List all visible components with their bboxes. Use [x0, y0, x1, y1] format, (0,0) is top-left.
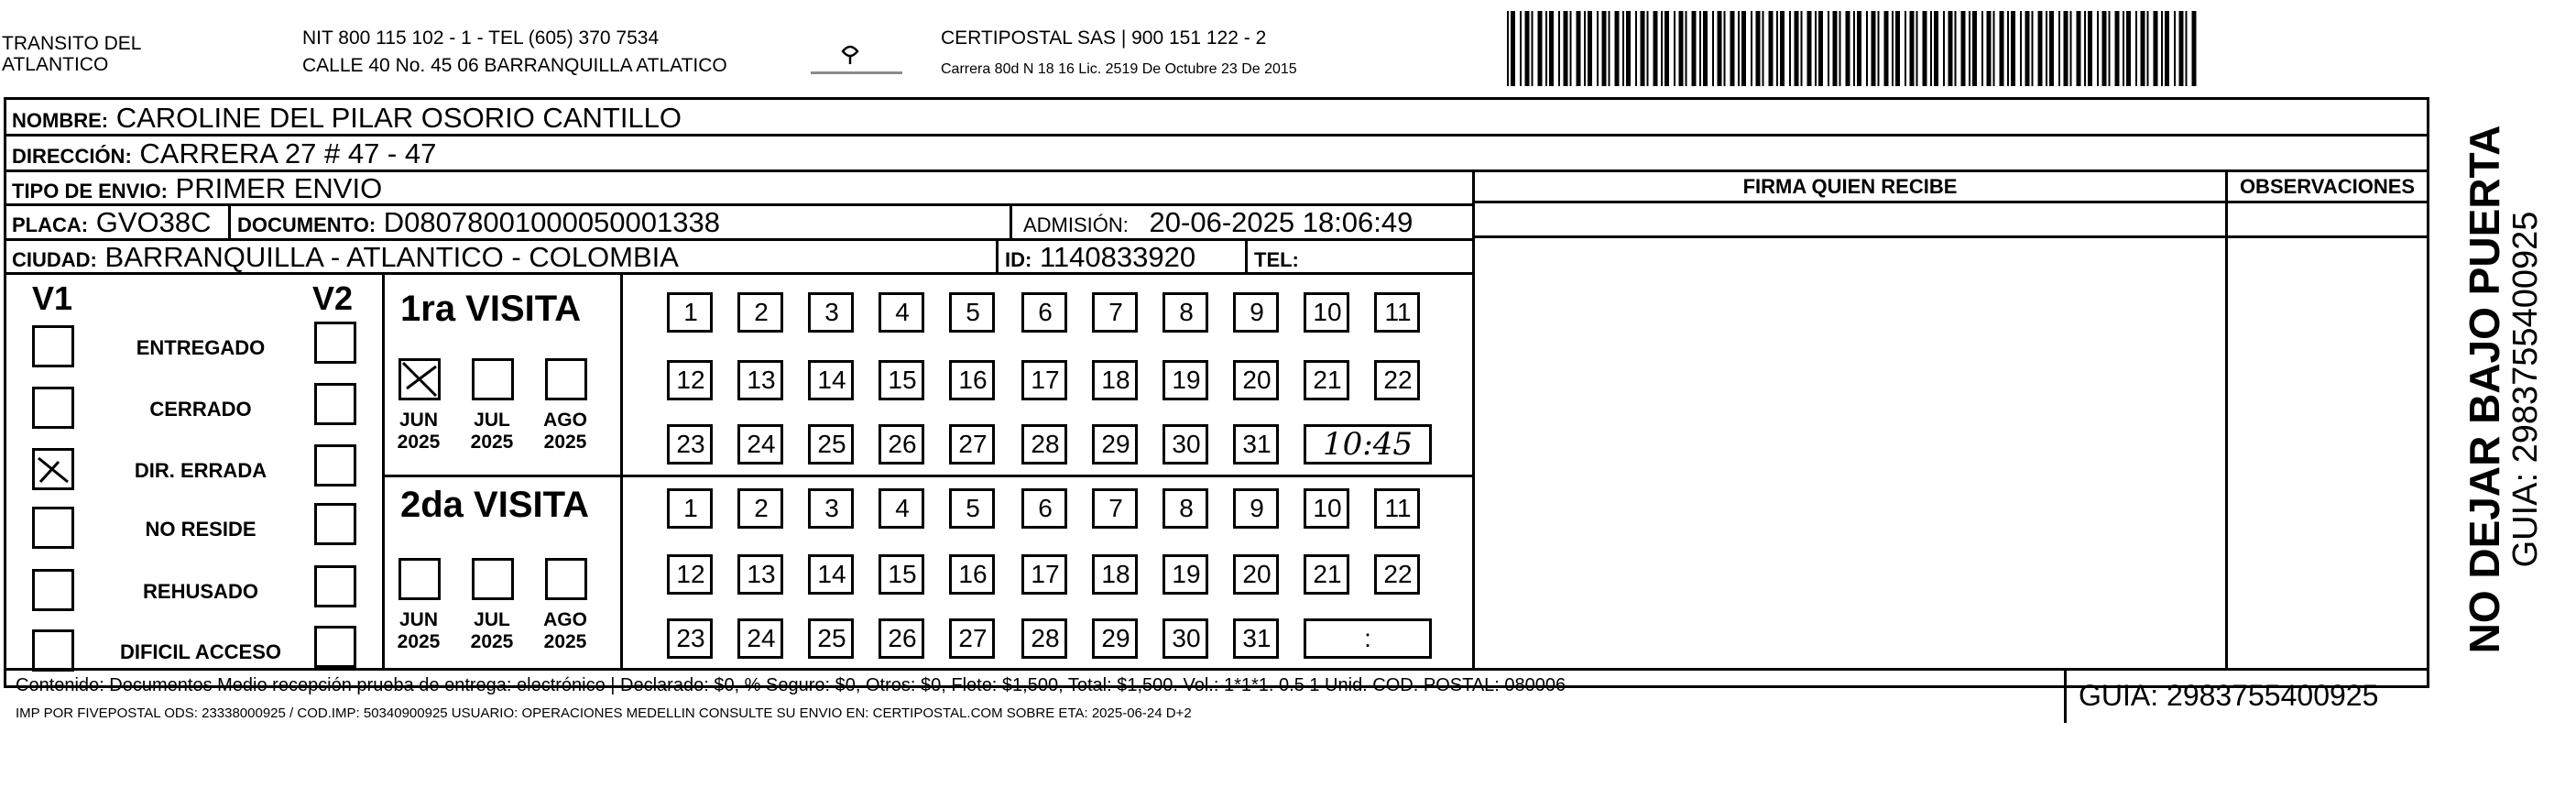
day-box[interactable]: 22: [1374, 360, 1420, 400]
admision-label: ADMISIÓN:: [1023, 213, 1129, 236]
barcode-bar: [1741, 11, 1746, 86]
barcode-bar: [2046, 11, 2047, 86]
day-box[interactable]: 11: [1374, 488, 1420, 529]
direccion-row: [12, 137, 436, 173]
barcode-bar: [1833, 11, 1838, 86]
barcode-bar: [1872, 11, 1876, 86]
barcode-bar: [1763, 11, 1764, 86]
barcode-bar: [1558, 11, 1560, 86]
day-box[interactable]: 24: [737, 618, 783, 659]
barcode-bar: [1853, 11, 1855, 86]
barcode: [1507, 11, 2203, 86]
month-label: [389, 609, 448, 653]
barcode-bar: [1507, 11, 1509, 86]
contenido-text: Contenido: Documentos Medio recepción prueba de entrega: electrónico | Declarado: $0, % Seguro: $0, Otros: $0, Flete: $1,500, Total: $1,500. Vol.: 1*1*1. 0.5 1 Unid. COD. POSTAL: 080006: [16, 675, 1566, 695]
day-box[interactable]: 9: [1233, 488, 1279, 529]
barcode-bar: [1756, 11, 1761, 86]
ciudad-label: CIUDAD:: [12, 248, 97, 271]
check-mark-icon: [35, 451, 71, 487]
tipo-row: [12, 172, 382, 208]
barcode-bar: [2174, 11, 2176, 86]
day-box[interactable]: 25: [808, 424, 854, 465]
barcode-bar: [1615, 11, 1620, 86]
day-box[interactable]: 29: [1092, 618, 1138, 659]
barcode-bar: [1789, 11, 1791, 86]
barcode-bar: [2135, 11, 2137, 86]
day-box[interactable]: 27: [949, 618, 995, 659]
barcode-bar: [1584, 11, 1586, 86]
barcode-bar: [2032, 11, 2034, 86]
barcode-bar: [1878, 11, 1880, 86]
barcode-bar: [1525, 11, 1530, 86]
month-checkbox[interactable]: [545, 358, 587, 400]
month-name: JUN: [398, 410, 438, 431]
barcode-bar: [2000, 11, 2004, 86]
barcode-bar: [1987, 11, 1992, 86]
delivery-form: [4, 97, 2429, 721]
side-strip: [2429, 110, 2576, 669]
day-box[interactable]: 4: [879, 292, 924, 333]
guia-footer: GUIA: 2983755400925: [2079, 679, 2379, 712]
visit-title: 2da VISITA: [400, 485, 589, 525]
barcode-bar: [1635, 11, 1637, 86]
day-box[interactable]: 11: [1374, 292, 1420, 333]
result-label: NO RESIDE: [145, 518, 257, 541]
barcode-bar: [1712, 11, 1714, 86]
day-box[interactable]: 22: [1374, 554, 1420, 595]
day-box[interactable]: 1: [667, 488, 713, 529]
day-box[interactable]: 6: [1021, 488, 1067, 529]
courier-line2: Carrera 80d N 18 16 Lic. 2519 De Octubre 23 De 2015: [941, 61, 1297, 77]
barcode-bar: [2109, 11, 2111, 86]
org-name: TRANSITO DEL ATLANTICO: [2, 33, 142, 75]
barcode-bar: [1943, 11, 1945, 86]
month-year: 2025: [470, 432, 514, 453]
barcode-bar: [1780, 11, 1785, 86]
barcode-bar: [1884, 11, 1889, 86]
barcode-bar: [2186, 11, 2188, 86]
barcode-bar: [2020, 11, 2022, 86]
month-name: JUN: [398, 609, 438, 630]
side-guia: GUIA: 2983755400925: [2506, 211, 2545, 568]
barcode-bar: [1738, 11, 1740, 86]
barcode-bar: [1545, 11, 1547, 86]
barcode-bar: [1916, 11, 1918, 86]
barcode-bar: [2011, 11, 2015, 86]
month-label: [463, 609, 521, 653]
barcode-bar: [1549, 11, 1554, 86]
barcode-bar: [1981, 11, 1983, 86]
barcode-bar: [1686, 11, 1687, 86]
day-box[interactable]: 31: [1233, 424, 1279, 465]
day-box[interactable]: 13: [737, 554, 783, 595]
month-year: 2025: [543, 631, 587, 652]
observaciones-header: OBSERVACIONES: [2239, 175, 2416, 198]
v1-checkbox[interactable]: [32, 507, 74, 549]
day-box[interactable]: 16: [949, 554, 995, 595]
v1-checkbox[interactable]: [32, 448, 74, 490]
barcode-bar: [1839, 11, 1841, 86]
documento-value: D08078001000050001338: [383, 206, 720, 238]
barcode-bar: [2077, 11, 2081, 86]
direccion-value: CARRERA 27 # 47 - 47: [139, 137, 437, 169]
barcode-bar: [2007, 11, 2009, 86]
barcode-bar: [2064, 11, 2068, 86]
documento-row: [237, 206, 720, 242]
barcode-bar: [1597, 11, 1599, 86]
barcode-bar: [2179, 11, 2184, 86]
placa-value: GVO38C: [95, 206, 212, 238]
barcode-bar: [1801, 11, 1803, 86]
ciudad-row: [12, 241, 679, 277]
barcode-bar: [2192, 11, 2197, 86]
day-box[interactable]: 4: [879, 488, 924, 529]
barcode-bar: [1934, 11, 1938, 86]
day-box[interactable]: 12: [667, 554, 713, 595]
barcode-bar: [1895, 11, 1900, 86]
barcode-bar: [1769, 11, 1774, 86]
v1-header: V1: [32, 279, 73, 317]
day-box[interactable]: 25: [808, 618, 854, 659]
barcode-bar: [1538, 11, 1543, 86]
month-label: [536, 410, 595, 454]
month-label: [463, 410, 521, 454]
admision-value: 20-06-2025 18:06:49: [1149, 206, 1414, 238]
day-box[interactable]: 14: [808, 360, 854, 400]
day-box[interactable]: 15: [879, 360, 924, 400]
month-name: AGO: [543, 609, 587, 630]
barcode-bar: [1930, 11, 1932, 86]
barcode-bar: [1969, 11, 1970, 86]
day-box[interactable]: 18: [1092, 360, 1138, 400]
day-box[interactable]: 7: [1092, 488, 1138, 529]
barcode-bar: [2097, 11, 2099, 86]
id-label: ID:: [1005, 248, 1032, 271]
barcode-bar: [2058, 11, 2060, 86]
tel-label: TEL:: [1254, 248, 1299, 271]
tel-row: [1254, 241, 1299, 277]
month-name: AGO: [543, 410, 587, 431]
result-label: CERRADO: [149, 398, 252, 421]
barcode-bar: [1577, 11, 1581, 86]
month-year: 2025: [397, 432, 441, 453]
month-year: 2025: [397, 631, 441, 652]
day-box[interactable]: 23: [667, 424, 713, 465]
month-checkbox[interactable]: [398, 358, 441, 400]
barcode-bar: [1622, 11, 1624, 86]
day-box[interactable]: 29: [1092, 424, 1138, 465]
v2-checkbox[interactable]: [314, 565, 356, 607]
barcode-bar: [1692, 11, 1697, 86]
address-line: CALLE 40 No. 45 06 BARRANQUILLA ATLATICO: [302, 55, 727, 76]
result-label: REHUSADO: [143, 580, 258, 603]
day-box[interactable]: 26: [879, 424, 924, 465]
barcode-bar: [1654, 11, 1658, 86]
day-box[interactable]: 8: [1162, 292, 1208, 333]
day-box[interactable]: 15: [879, 554, 924, 595]
day-box[interactable]: 7: [1092, 292, 1138, 333]
day-box[interactable]: 23: [667, 618, 713, 659]
barcode-bar: [1961, 11, 1966, 86]
barcode-bar: [1776, 11, 1778, 86]
barcode-bar: [2088, 11, 2092, 86]
barcode-bar: [1923, 11, 1927, 86]
barcode-bar: [1846, 11, 1850, 86]
month-name: JUL: [474, 609, 510, 630]
direccion-label: DIRECCIÓN:: [12, 145, 132, 168]
barcode-bar: [1699, 11, 1701, 86]
day-box[interactable]: 3: [808, 488, 854, 529]
day-box[interactable]: 12: [667, 360, 713, 400]
side-title: NO DEJAR BAJO PUERTA: [2461, 125, 2508, 654]
barcode-bar: [1703, 11, 1708, 86]
v1-checkbox[interactable]: [32, 569, 74, 611]
barcode-bar: [1665, 11, 1669, 86]
day-box[interactable]: 30: [1162, 618, 1208, 659]
time-box[interactable]: :: [1304, 618, 1432, 659]
time-box[interactable]: 10:45: [1304, 424, 1432, 465]
firma-header: FIRMA QUIEN RECIBE: [1742, 175, 1958, 198]
barcode-bar: [2147, 11, 2149, 86]
barcode-bar: [1679, 11, 1684, 86]
barcode-bar: [2123, 11, 2124, 86]
barcode-bar: [1730, 11, 1735, 86]
barcode-bar: [1718, 11, 1722, 86]
placa-label: PLACA:: [12, 213, 89, 236]
v2-checkbox[interactable]: [314, 444, 356, 486]
barcode-bar: [2025, 11, 2030, 86]
day-box[interactable]: 2: [737, 292, 783, 333]
barcode-bar: [1972, 11, 1977, 86]
barcode-bar: [1807, 11, 1812, 86]
barcode-bar: [1948, 11, 1953, 86]
v1-checkbox[interactable]: [32, 387, 74, 429]
barcode-bar: [2161, 11, 2163, 86]
day-box[interactable]: 10: [1304, 292, 1349, 333]
result-label: DIR. ERRADA: [134, 459, 267, 482]
day-box[interactable]: 1: [667, 292, 713, 333]
day-box[interactable]: 5: [949, 488, 995, 529]
id-row: [1005, 241, 1195, 277]
nombre-label: NOMBRE:: [12, 109, 109, 132]
ciudad-value: BARRANQUILLA - ATLANTICO - COLOMBIA: [104, 241, 679, 273]
barcode-bar: [2102, 11, 2107, 86]
barcode-bar: [1724, 11, 1726, 86]
nombre-value: CAROLINE DEL PILAR OSORIO CANTILLO: [115, 102, 682, 134]
barcode-bar: [1955, 11, 1957, 86]
day-box[interactable]: 2: [737, 488, 783, 529]
day-box[interactable]: 19: [1162, 360, 1208, 400]
day-box[interactable]: 24: [737, 424, 783, 465]
barcode-bar: [1795, 11, 1799, 86]
barcode-bar: [1857, 11, 1861, 86]
barcode-bar: [1661, 11, 1663, 86]
barcode-bar: [2115, 11, 2120, 86]
day-box[interactable]: 5: [949, 292, 995, 333]
barcode-bar: [1511, 11, 1515, 86]
barcode-bar: [1570, 11, 1572, 86]
courier-line1: CERTIPOSTAL SAS | 900 151 122 - 2: [941, 27, 1267, 49]
imp-text: IMP POR FIVEPOSTAL ODS: 23338000925 / COD.IMP: 50340900925 USUARIO: OPERACIONES MEDELLIN CONSULTE SU ENVIO EN: CERTIPOSTAL.COM SOBRE ETA: 2025-06-24 D+2: [16, 705, 1192, 721]
barcode-bar: [1751, 11, 1752, 86]
day-box[interactable]: 9: [1233, 292, 1279, 333]
documento-label: DOCUMENTO:: [237, 213, 377, 236]
result-label: ENTREGADO: [136, 336, 266, 359]
day-box[interactable]: 14: [808, 554, 854, 595]
day-box[interactable]: 28: [1021, 424, 1067, 465]
day-box[interactable]: 26: [879, 618, 924, 659]
day-box[interactable]: 8: [1162, 488, 1208, 529]
day-box[interactable]: 31: [1233, 618, 1279, 659]
barcode-bar: [1588, 11, 1592, 86]
tipo-label: TIPO DE ENVIO:: [12, 180, 168, 202]
barcode-bar: [1993, 11, 1995, 86]
day-box[interactable]: 10: [1304, 488, 1349, 529]
day-box[interactable]: 13: [737, 360, 783, 400]
barcode-bar: [1609, 11, 1610, 86]
barcode-bar: [1815, 11, 1817, 86]
document-header: [0, 0, 2576, 97]
month-label: [536, 609, 595, 653]
nit-line: NIT 800 115 102 - 1 - TEL (605) 370 7534: [302, 27, 660, 49]
result-label: DIFICIL ACCESO: [119, 640, 281, 663]
visit-title: 1ra VISITA: [400, 289, 582, 329]
day-box[interactable]: 18: [1092, 554, 1138, 595]
v2-checkbox[interactable]: [314, 503, 356, 545]
barcode-bar: [1602, 11, 1607, 86]
month-checkbox[interactable]: [398, 558, 441, 600]
barcode-bar: [2126, 11, 2131, 86]
barcode-bar: [1674, 11, 1675, 86]
month-name: JUL: [474, 410, 510, 431]
day-box[interactable]: 20: [1233, 360, 1279, 400]
v2-checkbox[interactable]: [314, 626, 356, 668]
v1-checkbox[interactable]: [32, 629, 74, 672]
barcode-bar: [1647, 11, 1649, 86]
barcode-bar: [1905, 11, 1906, 86]
v2-checkbox[interactable]: [314, 322, 356, 364]
barcode-bar: [2141, 11, 2145, 86]
day-box[interactable]: 17: [1021, 554, 1067, 595]
id-value: 1140833920: [1039, 241, 1196, 273]
nombre-row: [12, 102, 682, 137]
day-box[interactable]: 19: [1162, 554, 1208, 595]
admision-row: [1023, 206, 1413, 242]
day-box[interactable]: 3: [808, 292, 854, 333]
barcode-bar: [1520, 11, 1522, 86]
barcode-bar: [2049, 11, 2054, 86]
barcode-bar: [1818, 11, 1823, 86]
day-box[interactable]: 30: [1162, 424, 1208, 465]
barcode-bar: [2038, 11, 2043, 86]
certipostal-logo: [806, 35, 907, 81]
barcode-bar: [1866, 11, 1868, 86]
barcode-bar: [2084, 11, 2086, 86]
barcode-bar: [1892, 11, 1894, 86]
barcode-bar: [1626, 11, 1631, 86]
day-box[interactable]: 6: [1021, 292, 1067, 333]
day-box[interactable]: 28: [1021, 618, 1067, 659]
month-checkbox[interactable]: [472, 358, 514, 400]
v2-header: V2: [312, 279, 354, 317]
barcode-bar: [2154, 11, 2158, 86]
tipo-value: PRIMER ENVIO: [175, 172, 383, 204]
month-year: 2025: [470, 631, 514, 652]
day-box[interactable]: 21: [1304, 554, 1349, 595]
month-checkbox[interactable]: [472, 558, 514, 600]
day-box[interactable]: 21: [1304, 360, 1349, 400]
v1-checkbox[interactable]: [32, 325, 74, 367]
barcode-bar: [2070, 11, 2072, 86]
barcode-bar: [1532, 11, 1534, 86]
placa-row: [12, 206, 212, 242]
month-label: [389, 410, 448, 454]
barcode-bar: [1828, 11, 1829, 86]
v2-checkbox[interactable]: [314, 383, 356, 425]
barcode-bar: [1641, 11, 1645, 86]
day-box[interactable]: 20: [1233, 554, 1279, 595]
barcode-bar: [1910, 11, 1915, 86]
day-box[interactable]: 17: [1021, 360, 1067, 400]
day-box[interactable]: 16: [949, 360, 995, 400]
barcode-bar: [2165, 11, 2169, 86]
month-year: 2025: [543, 432, 587, 453]
check-mark-icon: [401, 361, 438, 398]
barcode-bar: [1564, 11, 1568, 86]
day-box[interactable]: 27: [949, 424, 995, 465]
month-checkbox[interactable]: [545, 558, 587, 600]
